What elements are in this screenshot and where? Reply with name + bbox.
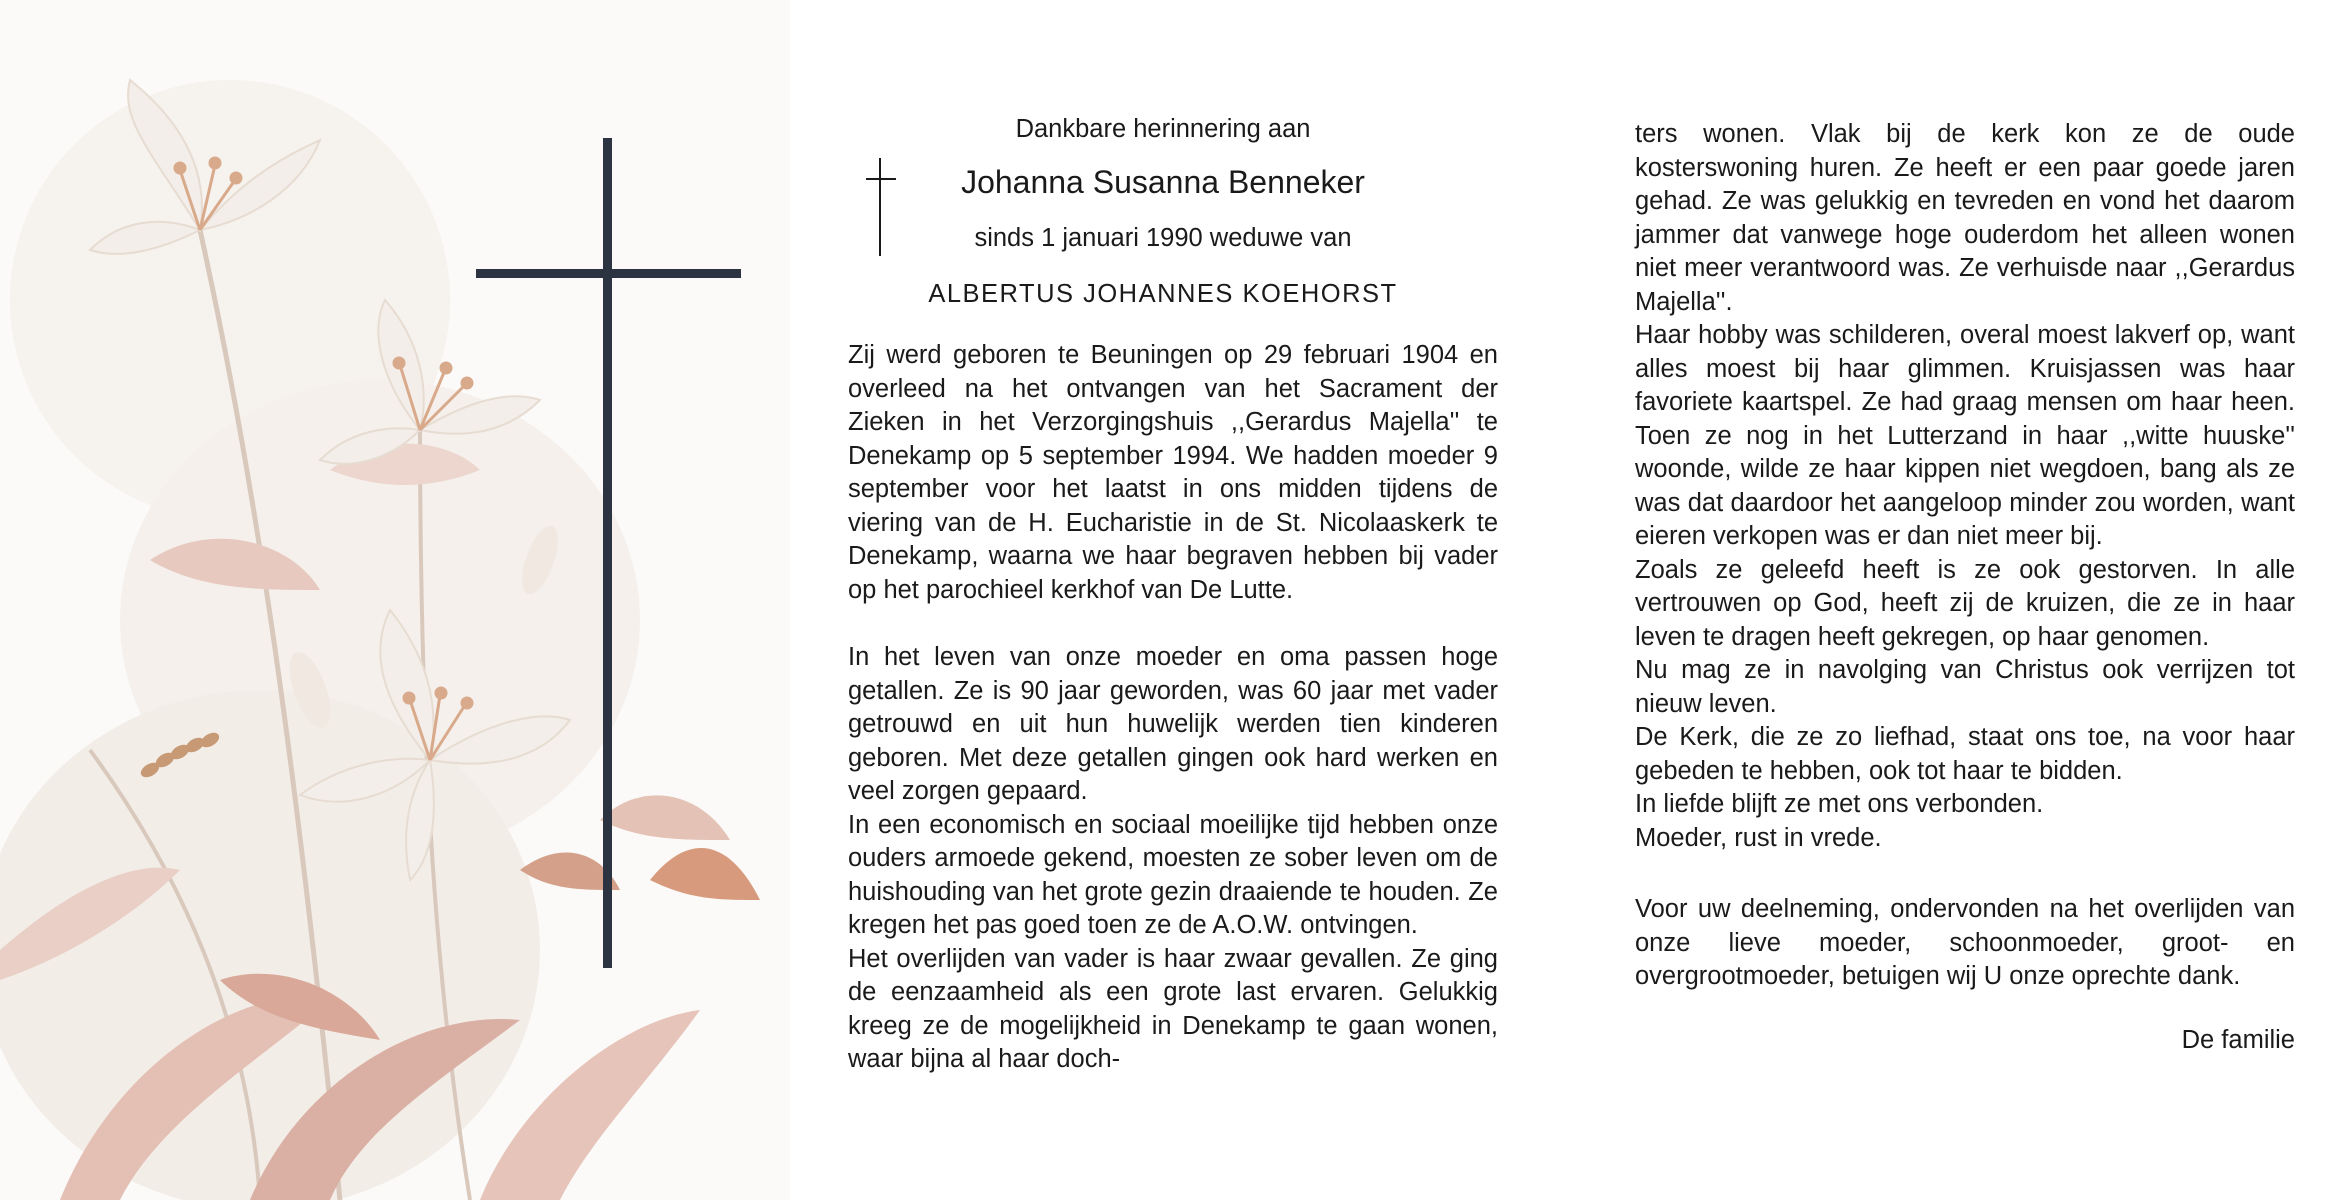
paragraph-later-years: ters wonen. Vlak bij de kerk kon ze de oude kosterswoning huren. Ze heeft er een paar goede jaren gehad. Ze was gelukkig en tevreden en vond het daarom jammer dat vanwege hoge ouderdom het alleen wonen niet meer verantwoord was. Ze verhuisde naar ,,Gerardus Majella''. — [1635, 120, 2295, 316]
paragraph-resurrection: Nu mag ze in navolging van Christus ook verrijzen tot nieuw leven. — [1635, 656, 2295, 718]
dedication-heading: Dankbare herinnering aan — [1015, 115, 1311, 143]
cross-icon — [866, 158, 896, 256]
paragraph-rest: Moeder, rust in vrede. — [1635, 823, 1882, 852]
large-cross-icon — [603, 138, 612, 968]
lily-flowers-image — [0, 0, 790, 1200]
paragraph-faith: Zoals ze geleefd heeft is ze ook gestorven. In alle vertrouwen op God, heeft zij de kruizen, die ze in haar leven te dragen heeft gekregen, op haar genomen. — [1635, 555, 2295, 651]
husband-name: ALBERTUS JOHANNES KOEHORST — [928, 279, 1398, 308]
large-cross-bar — [476, 269, 741, 278]
paragraph-widowhood: Het overlijden van vader is haar zwaar gevallen. Ze ging de eenzaamheid als een grote last ervaren. Gelukkig kreeg ze de mogelijkheid in Denekamp te gaan wonen, waar bijna al haar doch- — [848, 944, 1498, 1073]
paragraph-church: De Kerk, die ze zo liefhad, staat ons toe, na voor haar gebeden te hebben, ook tot haar te bidden. — [1635, 723, 2295, 785]
paragraph-family: In het leven van onze moeder en oma passen hoge getallen. Ze is 90 jaar geworden, was 60 jaar met vader getrouwd en uit hun huwelijk werden tien kinderen geboren. Met deze getallen gingen ook hard werken en veel zorgen gepaard. — [848, 643, 1498, 805]
right-column — [1635, 118, 2295, 1057]
paragraph-love: In liefde blijft ze met ons verbonden. — [1635, 790, 2044, 818]
paragraph-biography: Zij werd geboren te Beuningen op 29 februari 1904 en overleed na het ontvangen van het Sacrament der Zieken in het Verzorgingshuis ,,Gerardus Majella'' te Denekamp op 5 september 1994. We hadden moeder 9 september voor het laatst in ons midden tijdens de viering van de H. Eucharistie in de St. Nicolaaskerk te Denekamp, waarna we haar begraven hebben bij vader op het parochieel kerkhof van De Lutte. — [848, 341, 1498, 604]
deceased-name: Johanna Susanna Benneker — [961, 164, 1365, 200]
floral-illustration — [0, 0, 790, 1200]
center-column — [848, 112, 1498, 1077]
deceased-name-line — [828, 162, 1498, 202]
paragraph-thanks: Voor uw deelneming, ondervonden na het overlijden van onze lieve moeder, schoonmoeder, groot- en overgrootmoeder, betuigen wij U onze oprechte dank. — [1635, 895, 2295, 990]
signature: De familie — [2181, 1025, 2295, 1054]
paragraph-hobbies: Haar hobby was schilderen, overal moest lakverf op, want alles moest bij haar glimmen. Kruisjassen was haar favoriete kaartspel. Ze had graag mensen om haar heen. Toen ze nog in het Lutterzand in haar ,,witte huuske'' woonde, wilde ze haar kippen niet wegdoen, bang als ze was dat daardoor het aangeloop minder zou worden, want eieren verkopen was er dan niet meer bij. — [1635, 321, 2295, 550]
widow-line: sinds 1 januari 1990 weduwe van — [974, 224, 1352, 252]
paragraph-hardship: In een economisch en sociaal moeilijke tijd hebben onze ouders armoede gekend, moesten ze sober leven om de huishouding van het grote gezin draaiende te houden. Ze kregen het pas goed toen ze de A.O.W. ontvingen. — [848, 810, 1498, 939]
